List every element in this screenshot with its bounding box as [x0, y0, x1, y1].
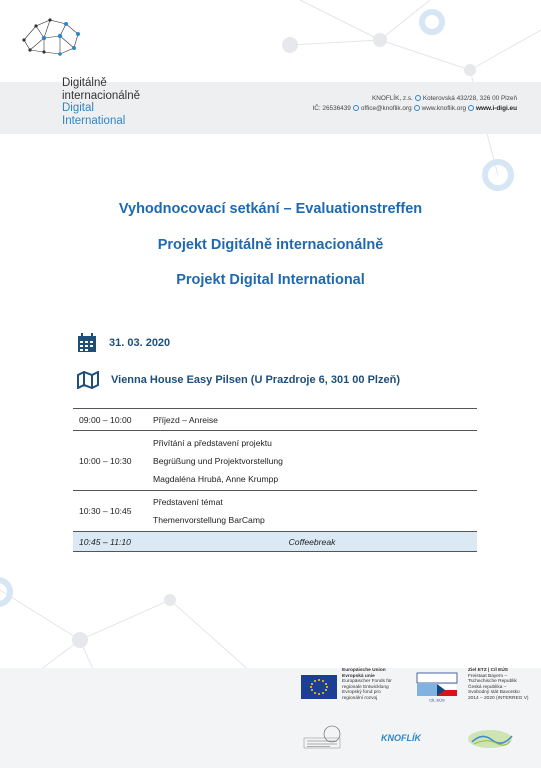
agenda-activity: Begrüßung und Projektvorstellung [153, 455, 283, 466]
brain-network-logo-icon [14, 14, 88, 60]
agenda-time: 10:45 – 11:10 [73, 532, 147, 552]
agenda-row-coffeebreak [73, 532, 477, 552]
contact-info [312, 94, 517, 114]
map-icon [77, 371, 99, 389]
agenda-time: 10:00 – 10:30 [79, 455, 132, 466]
agenda-activity: Themenvorstellung BarCamp [153, 515, 265, 525]
title-line-1: Vyhodnocovací setkání – Evaluationstreffen [118, 201, 423, 217]
org-address: Koterovská 432/28, 326 00 Plzeň [422, 95, 517, 102]
etz-flags-logo [413, 671, 461, 703]
bullet-icon [414, 105, 420, 111]
event-date-row [77, 333, 170, 353]
etz-text-line: Česká republika – [468, 684, 507, 690]
logo-line-4: International [62, 114, 126, 127]
eu-stars-icon [301, 675, 337, 699]
agenda-row [73, 409, 477, 431]
logo-line-3: Digital [62, 102, 94, 114]
etz-text-line: Tschechische Republik [468, 679, 517, 685]
project-website[interactable]: www.i-digi.eu [476, 105, 517, 112]
eu-text-line: regionale Entwicklung [342, 684, 389, 690]
logo-line-2: internacionálně [62, 89, 141, 102]
event-date: 31. 03. 2020 [109, 336, 171, 349]
event-location-row [77, 371, 400, 389]
etz-text-line: Freistaat Bayern – [468, 673, 508, 679]
agenda-row [73, 491, 477, 532]
agenda-activity: Příjezd – Anreise [153, 414, 218, 425]
agenda-table [73, 408, 477, 552]
etz-text-line: Ziel ETZ | Cíl EÚS [468, 668, 508, 673]
eu-text [342, 668, 410, 702]
knoflik-logo: KNOFLÍK [381, 733, 421, 743]
eu-text-line: Europäische Union [342, 668, 386, 673]
bullet-icon [415, 95, 421, 101]
agenda-activity: Coffeebreak [288, 536, 336, 547]
title-line-3: Projekt Digital International [176, 272, 365, 288]
logo-line-1: Digitálně [62, 77, 107, 89]
bullet-icon [468, 105, 474, 111]
eu-text-line: Evropská unie [342, 673, 375, 679]
title-line-2: Projekt Digitálně internacionálně [157, 237, 384, 253]
agenda-activity: Přivítání a představení projektu [153, 437, 272, 448]
eu-flag-logo [301, 675, 337, 699]
agenda-row [73, 431, 477, 491]
etz-badge-label: CÍL EÚS [429, 697, 445, 703]
logo-wordmark [62, 77, 140, 127]
eu-text-line: Evropský fond pro [342, 690, 381, 696]
agenda-time: 09:00 – 10:00 [79, 414, 132, 425]
org-id: IČ: 26536439 [312, 105, 351, 112]
org-website[interactable]: www.knoflik.org [421, 105, 467, 112]
org-name: KNOFLÍK, z.s. [372, 95, 413, 102]
etz-text [468, 668, 536, 702]
etz-text-line: Svobodný stát Bavorsko [468, 690, 520, 696]
eu-text-line: regionální rozvoj [342, 695, 378, 701]
agenda-activity: Představení témat [153, 497, 223, 507]
agenda-speakers: Magdaléna Hrubá, Anne Krumpp [153, 473, 279, 484]
partner-logo [466, 726, 518, 752]
agenda-time: 10:30 – 10:45 [79, 506, 132, 516]
org-email[interactable]: office@knoflik.org [360, 105, 412, 112]
etz-text-line: 2014 – 2020 (INTERREG V) [468, 695, 529, 701]
event-location: Vienna House Easy Pilsen (U Prazdroje 6, 301 00 Plzeň) [111, 373, 400, 386]
calendar-icon [77, 333, 97, 353]
eu-text-line: Europäischer Fonds für [342, 679, 392, 685]
ministry-logo [302, 724, 344, 750]
bullet-icon [353, 105, 359, 111]
